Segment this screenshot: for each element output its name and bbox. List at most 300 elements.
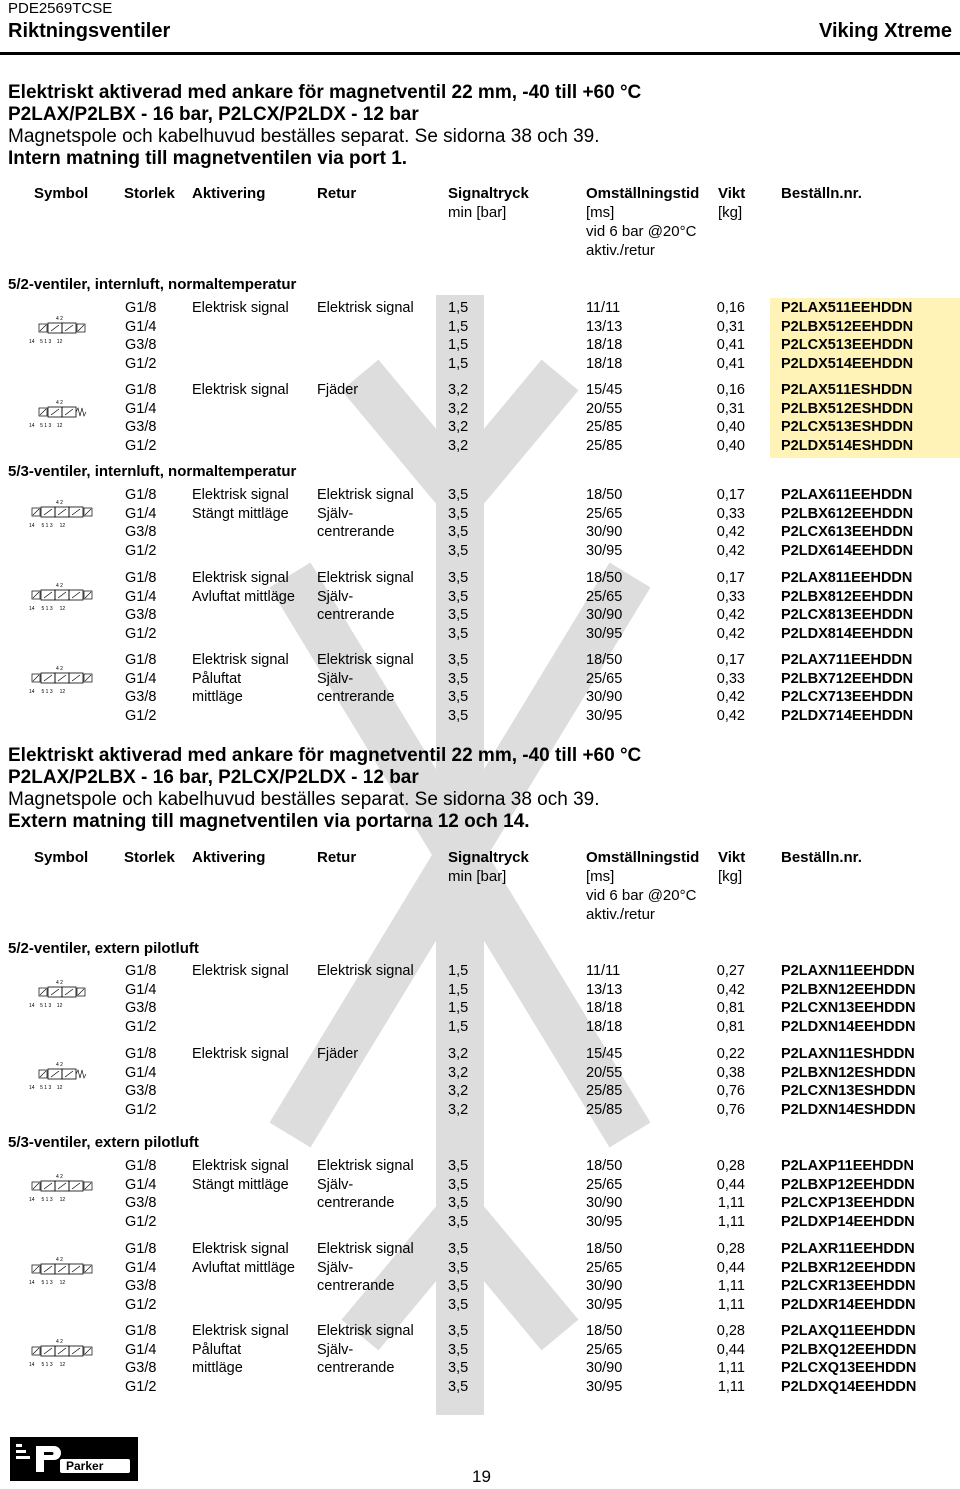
cell-switch: 25/85: [586, 1083, 623, 1100]
cell-switch: 25/65: [586, 1259, 623, 1276]
cell-size: G1/4: [125, 400, 157, 417]
cell-switch: 18/50: [586, 1323, 623, 1339]
cell-switch: 30/90: [586, 689, 623, 706]
cell-signal: 3,5: [448, 1259, 469, 1276]
table-row: [0, 542, 960, 560]
cell-signal: 3,5: [448, 524, 469, 541]
cell-switch: 25/65: [586, 1176, 623, 1193]
cell-order: P2LCX513ESHDDN: [781, 419, 914, 436]
table-row: [0, 688, 960, 706]
cell-size: G3/8: [125, 419, 157, 436]
document-code: PDE2569TCSE: [8, 0, 113, 17]
table-row: [0, 1064, 960, 1082]
table-row: [0, 1341, 960, 1359]
cell-switch: 30/90: [586, 1195, 623, 1212]
cell-signal: 1,5: [448, 981, 469, 998]
cell-order: P2LCXP13EEHDDN: [781, 1195, 915, 1212]
table-row: [0, 1194, 960, 1212]
col-weight: Vikt: [718, 185, 746, 202]
cell-signal: 3,5: [448, 542, 469, 559]
cell-switch: 30/95: [586, 542, 623, 559]
brand-name: Viking Xtreme: [818, 20, 952, 42]
cell-activation: Elektrisk signal: [192, 1158, 289, 1174]
cell-signal: 3,5: [448, 670, 469, 687]
table-row: [0, 670, 960, 688]
cell-size: G1/2: [125, 1018, 157, 1035]
cell-switch: 30/95: [586, 1378, 623, 1395]
cell-weight: 0,16: [716, 382, 745, 398]
cell-order: P2LDXQ14EEHDDN: [781, 1378, 917, 1395]
col-return: Retur: [317, 185, 357, 202]
col-order: Beställn.nr.: [781, 849, 862, 866]
cell-weight: 0,81: [716, 1018, 745, 1035]
cell-return: Själv-: [317, 1176, 354, 1193]
cell-size: G1/8: [125, 300, 157, 316]
col-activation: Aktivering: [192, 849, 266, 866]
cell-return: Själv-: [317, 505, 354, 522]
table-row: [0, 625, 960, 643]
cell-signal: 3,2: [448, 1046, 469, 1062]
cell-size: G1/4: [125, 1341, 157, 1358]
cell-signal: 3,5: [448, 1278, 469, 1295]
table-row: [0, 1322, 960, 1340]
cell-switch: 30/90: [586, 524, 623, 541]
cell-return: Själv-: [317, 1341, 354, 1358]
page-number: 19: [472, 1467, 491, 1486]
port-label-top: 4 2: [56, 1257, 63, 1263]
cell-return: Elektrisk signal: [317, 487, 414, 503]
col-switch-note: vid 6 bar @20°C: [586, 223, 697, 240]
col-switch-unit: [ms]: [586, 868, 615, 885]
valve-5-3-symbol-icon: [26, 663, 98, 697]
section1-group1: 5/2-ventiler, internluft, normaltemperatur: [8, 276, 297, 293]
port-label-bottom: 14 5 1 3 12: [29, 606, 66, 612]
cell-size: G3/8: [125, 1195, 157, 1212]
cell-size: G3/8: [125, 1000, 157, 1017]
col-switch-note: vid 6 bar @20°C: [586, 887, 697, 904]
cell-signal: 3,5: [448, 625, 469, 642]
section2-group2: 5/3-ventiler, extern pilotluft: [8, 1134, 199, 1151]
cell-return: Elektrisk signal: [317, 963, 414, 979]
cell-return: centrerande: [317, 1195, 395, 1212]
cell-weight: 0,28: [716, 1323, 745, 1339]
cell-size: G1/8: [125, 1158, 157, 1174]
col-size: Storlek: [124, 849, 175, 866]
cell-weight: 0,31: [716, 400, 745, 417]
cell-switch: 30/95: [586, 625, 623, 642]
port-label-bottom: 14 5 1 3 12: [29, 1085, 63, 1091]
table-row: [0, 318, 960, 336]
cell-weight: 0,42: [716, 707, 745, 724]
cell-weight: 1,11: [717, 1195, 745, 1212]
cell-order: P2LCX513EEHDDN: [781, 337, 914, 354]
cell-size: G1/8: [125, 570, 157, 586]
cell-order: P2LCX813EEHDDN: [781, 607, 914, 624]
table-row: [0, 1378, 960, 1396]
valve-5-3-symbol-icon: [26, 497, 98, 531]
cell-activation: Elektrisk signal: [192, 1241, 289, 1257]
col-activation: Aktivering: [192, 185, 266, 202]
section2-heading: [8, 745, 641, 833]
section1-line1: Elektriskt aktiverad med ankare för magnetventil 22 mm, -40 till +60 °C: [8, 82, 642, 103]
cell-switch: 11/11: [586, 300, 621, 316]
table-row: [0, 1240, 960, 1258]
table-row: [0, 523, 960, 541]
cell-switch: 25/85: [586, 419, 623, 436]
cell-weight: 0,44: [716, 1341, 745, 1358]
cell-return: Elektrisk signal: [317, 1323, 414, 1339]
cell-signal: 3,5: [448, 588, 469, 605]
cell-return: Själv-: [317, 588, 354, 605]
table-row: [0, 1045, 960, 1063]
cell-signal: 3,5: [448, 1213, 469, 1230]
col-weight-unit: [kg]: [718, 868, 743, 885]
table-row: [0, 505, 960, 523]
cell-activation: Elektrisk signal: [192, 1323, 289, 1339]
cell-signal: 3,5: [448, 607, 469, 624]
section2-group1: 5/2-ventiler, extern pilotluft: [8, 940, 199, 957]
cell-activation: Påluftat: [192, 1341, 242, 1358]
table-row: [0, 1082, 960, 1100]
cell-weight: 0,38: [716, 1064, 745, 1081]
cell-weight: 0,44: [716, 1176, 745, 1193]
cell-switch: 15/45: [586, 1046, 623, 1062]
section1-line4: Intern matning till magnetventilen via port 1.: [8, 148, 408, 169]
cell-switch: 15/45: [586, 382, 623, 398]
cell-size: G1/2: [125, 437, 157, 454]
cell-return: Själv-: [317, 1259, 354, 1276]
cell-switch: 18/50: [586, 1241, 623, 1257]
cell-size: G1/2: [125, 1101, 157, 1118]
cell-weight: 0,17: [716, 652, 745, 668]
port-label-top: 4 2: [56, 666, 63, 672]
cell-order: P2LDX814EEHDDN: [781, 625, 914, 642]
cell-size: G3/8: [125, 1083, 157, 1100]
cell-signal: 3,5: [448, 1378, 469, 1395]
cell-signal: 1,5: [448, 337, 469, 354]
cell-order: P2LBX812EEHDDN: [781, 588, 914, 605]
col-symbol: Symbol: [34, 849, 89, 866]
col-switch-note2: aktiv./retur: [586, 242, 655, 259]
cell-signal: 3,5: [448, 570, 469, 586]
cell-weight: 0,42: [716, 524, 745, 541]
cell-signal: 3,2: [448, 400, 469, 417]
cell-signal: 3,2: [448, 419, 469, 436]
port-label-bottom: 14 5 1 3 12: [29, 1197, 66, 1203]
table-row: [0, 999, 960, 1017]
col-signal: Signaltryck: [448, 849, 529, 866]
col-size: Storlek: [124, 185, 175, 202]
port-label-bottom: 14 5 1 3 12: [29, 423, 63, 429]
cell-return: Elektrisk signal: [317, 300, 414, 316]
cell-switch: 25/65: [586, 670, 623, 687]
cell-switch: 30/95: [586, 1296, 623, 1313]
cell-size: G1/4: [125, 318, 157, 335]
cell-order: P2LBXP12EEHDDN: [781, 1176, 915, 1193]
cell-signal: 3,5: [448, 1323, 469, 1339]
cell-order: P2LDXP14EEHDDN: [781, 1213, 915, 1230]
cell-weight: 0,42: [716, 981, 745, 998]
page-title: Riktningsventiler: [8, 20, 171, 42]
section1-heading: [8, 82, 641, 170]
cell-size: G3/8: [125, 607, 157, 624]
cell-signal: 3,5: [448, 1360, 469, 1377]
col-switch-unit: [ms]: [586, 204, 615, 221]
table-row: [0, 400, 960, 418]
cell-weight: 0,41: [716, 355, 745, 372]
cell-return: centrerande: [317, 1360, 395, 1377]
cell-activation: Stängt mittläge: [192, 505, 289, 522]
cell-weight: 0,42: [716, 542, 745, 559]
cell-size: G1/4: [125, 981, 157, 998]
cell-order: P2LDX714EEHDDN: [781, 707, 914, 724]
cell-return: centrerande: [317, 524, 395, 541]
port-label-top: 4 2: [56, 980, 63, 986]
cell-order: P2LAX511ESHDDN: [781, 382, 913, 398]
cell-order: P2LBX512ESHDDN: [781, 400, 914, 417]
cell-signal: 3,5: [448, 707, 469, 724]
cell-return: centrerande: [317, 1278, 395, 1295]
cell-weight: 1,11: [717, 1296, 745, 1313]
table-row: [0, 1101, 960, 1119]
cell-return: Fjäder: [317, 382, 359, 398]
cell-activation: Elektrisk signal: [192, 1046, 289, 1062]
cell-switch: 18/50: [586, 1158, 623, 1174]
cell-order: P2LBX712EEHDDN: [781, 670, 914, 687]
cell-switch: 11/11: [586, 963, 621, 979]
cell-signal: 3,5: [448, 1296, 469, 1313]
table-row: [0, 486, 960, 504]
cell-weight: 0,41: [716, 337, 745, 354]
cell-switch: 20/55: [586, 400, 623, 417]
table-row: [0, 569, 960, 587]
section1-group2: 5/3-ventiler, internluft, normaltemperatur: [8, 463, 297, 480]
section2-line2: P2LAX/P2LBX - 16 bar, P2LCX/P2LDX - 12 bar: [8, 767, 419, 788]
cell-switch: 30/90: [586, 607, 623, 624]
cell-activation: Stängt mittläge: [192, 1176, 289, 1193]
cell-signal: 3,5: [448, 1176, 469, 1193]
port-label-bottom: 14 5 1 3 12: [29, 523, 66, 529]
cell-order: P2LBXR12EEHDDN: [781, 1259, 916, 1276]
port-label-top: 4 2: [56, 1339, 63, 1345]
section1-line2: P2LAX/P2LBX - 16 bar, P2LCX/P2LDX - 12 bar: [8, 104, 419, 125]
cell-order: P2LCXR13EEHDDN: [781, 1278, 916, 1295]
table-row: [0, 981, 960, 999]
cell-order: P2LAX811EEHDDN: [781, 570, 913, 586]
table-row: [0, 381, 960, 399]
cell-activation: mittläge: [192, 689, 243, 706]
table-row: [0, 962, 960, 980]
cell-weight: 0,33: [716, 670, 745, 687]
col-weight-unit: [kg]: [718, 204, 743, 221]
valve-5-3-symbol-icon: [26, 1171, 98, 1205]
cell-order: P2LAXN11ESHDDN: [781, 1046, 915, 1062]
cell-switch: 20/55: [586, 1064, 623, 1081]
cell-return: centrerande: [317, 689, 395, 706]
cell-signal: 3,5: [448, 1158, 469, 1174]
cell-size: G1/8: [125, 1241, 157, 1257]
section2-line4: Extern matning till magnetventilen via portarna 12 och 14.: [8, 811, 530, 832]
cell-weight: 0,42: [716, 689, 745, 706]
port-label-top: 4 2: [56, 1174, 63, 1180]
cell-activation: Elektrisk signal: [192, 300, 289, 316]
cell-switch: 25/85: [586, 437, 623, 454]
cell-order: P2LAXN11EEHDDN: [781, 963, 915, 979]
port-label-top: 4 2: [56, 400, 63, 406]
cell-signal: 3,5: [448, 689, 469, 706]
cell-size: G3/8: [125, 689, 157, 706]
cell-size: G1/2: [125, 542, 157, 559]
cell-size: G1/2: [125, 1378, 157, 1395]
cell-order: P2LCXN13EEHDDN: [781, 1000, 916, 1017]
col-return: Retur: [317, 849, 357, 866]
cell-size: G3/8: [125, 524, 157, 541]
cell-weight: 0,44: [716, 1259, 745, 1276]
cell-signal: 3,2: [448, 1064, 469, 1081]
cell-weight: 1,11: [717, 1360, 745, 1377]
cell-weight: 1,11: [717, 1278, 745, 1295]
cell-size: G1/4: [125, 1176, 157, 1193]
col-signal-unit: min [bar]: [448, 204, 507, 221]
cell-signal: 3,2: [448, 382, 469, 398]
col-signal-unit: min [bar]: [448, 868, 507, 885]
cell-switch: 18/50: [586, 487, 623, 503]
cell-weight: 1,11: [717, 1378, 745, 1395]
cell-weight: 0,40: [716, 419, 745, 436]
cell-signal: 3,2: [448, 1083, 469, 1100]
cell-order: P2LAX711EEHDDN: [781, 652, 913, 668]
col-weight: Vikt: [718, 849, 746, 866]
cell-switch: 30/95: [586, 1213, 623, 1230]
cell-switch: 30/90: [586, 1360, 623, 1377]
port-label-top: 4 2: [56, 500, 63, 506]
table-row: [0, 1259, 960, 1277]
parker-logo: [10, 1437, 138, 1481]
cell-switch: 25/65: [586, 505, 623, 522]
cell-size: G1/8: [125, 652, 157, 668]
cell-size: G1/8: [125, 1046, 157, 1062]
cell-size: G1/8: [125, 963, 157, 979]
cell-size: G1/4: [125, 505, 157, 522]
cell-signal: 3,5: [448, 487, 469, 503]
cell-weight: 0,76: [716, 1083, 745, 1100]
table-row: [0, 1277, 960, 1295]
logo-text: Parker: [66, 1459, 104, 1473]
cell-order: P2LAX611EEHDDN: [781, 487, 913, 503]
cell-size: G1/4: [125, 1064, 157, 1081]
cell-switch: 30/95: [586, 707, 623, 724]
cell-switch: 13/13: [586, 318, 623, 335]
cell-switch: 18/18: [586, 1018, 623, 1035]
table-row: [0, 1359, 960, 1377]
table-row: [0, 1018, 960, 1036]
cell-order: P2LCXN13ESHDDN: [781, 1083, 916, 1100]
cell-weight: 0,16: [716, 300, 745, 316]
cell-order: P2LCX613EEHDDN: [781, 524, 914, 541]
cell-signal: 3,5: [448, 1241, 469, 1257]
cell-activation: Elektrisk signal: [192, 382, 289, 398]
cell-switch: 25/65: [586, 1341, 623, 1358]
valve-5-2-symbol-icon: [26, 313, 98, 347]
table-row: [0, 1157, 960, 1175]
cell-size: G1/2: [125, 625, 157, 642]
cell-weight: 0,17: [716, 487, 745, 503]
port-label-bottom: 14 5 1 3 12: [29, 689, 66, 695]
cell-activation: Avluftat mittläge: [192, 588, 295, 605]
cell-signal: 3,5: [448, 505, 469, 522]
cell-activation: mittläge: [192, 1360, 243, 1377]
table-row: [0, 418, 960, 436]
col-switch: Omställningstid: [586, 849, 700, 866]
cell-size: G1/4: [125, 670, 157, 687]
cell-order: P2LBX612EEHDDN: [781, 505, 914, 522]
cell-switch: 18/18: [586, 337, 623, 354]
cell-signal: 3,2: [448, 1101, 469, 1118]
cell-switch: 18/18: [586, 355, 623, 372]
cell-activation: Elektrisk signal: [192, 570, 289, 586]
cell-signal: 3,5: [448, 1195, 469, 1212]
cell-signal: 1,5: [448, 318, 469, 335]
cell-size: G3/8: [125, 337, 157, 354]
cell-weight: 0,33: [716, 505, 745, 522]
port-label-bottom: 14 5 1 3 12: [29, 1362, 66, 1368]
cell-order: P2LDXN14ESHDDN: [781, 1101, 916, 1118]
col-order: Beställn.nr.: [781, 185, 862, 202]
table-row: [0, 437, 960, 455]
cell-return: Elektrisk signal: [317, 1241, 414, 1257]
cell-order: P2LDX514ESHDDN: [781, 437, 914, 454]
valve-5-3-symbol-icon: [26, 580, 98, 614]
cell-switch: 30/90: [586, 1278, 623, 1295]
section1-line3: Magnetspole och kabelhuvud beställes separat. Se sidorna 38 och 39.: [8, 126, 600, 147]
table-row: [0, 588, 960, 606]
cell-size: G1/4: [125, 1259, 157, 1276]
cell-order: P2LAXP11EEHDDN: [781, 1158, 914, 1174]
port-label-bottom: 14 5 1 3 12: [29, 1003, 63, 1009]
cell-size: G3/8: [125, 1360, 157, 1377]
cell-weight: 0,28: [716, 1158, 745, 1174]
cell-signal: 3,2: [448, 437, 469, 454]
cell-order: P2LCX713EEHDDN: [781, 689, 914, 706]
cell-weight: 0,76: [716, 1101, 745, 1118]
cell-size: G1/2: [125, 355, 157, 372]
cell-weight: 0,28: [716, 1241, 745, 1257]
cell-return: Elektrisk signal: [317, 570, 414, 586]
cell-return: Elektrisk signal: [317, 1158, 414, 1174]
table-row: [0, 651, 960, 669]
valve-5-2-symbol-icon: [26, 977, 98, 1011]
cell-order: P2LAXR11EEHDDN: [781, 1241, 915, 1257]
cell-weight: 0,81: [716, 1000, 745, 1017]
table-row: [0, 1213, 960, 1231]
cell-order: P2LBXQ12EEHDDN: [781, 1341, 917, 1358]
cell-activation: Påluftat: [192, 670, 242, 687]
table-row: [0, 299, 960, 317]
header-rule: [0, 52, 960, 55]
cell-size: G3/8: [125, 1278, 157, 1295]
cell-size: G1/2: [125, 1213, 157, 1230]
cell-size: G1/4: [125, 588, 157, 605]
cell-size: G1/2: [125, 707, 157, 724]
cell-order: P2LBXN12EEHDDN: [781, 981, 916, 998]
cell-weight: 0,31: [716, 318, 745, 335]
cell-weight: 0,22: [716, 1046, 745, 1062]
cell-activation: Elektrisk signal: [192, 652, 289, 668]
cell-order: P2LDXR14EEHDDN: [781, 1296, 916, 1313]
col-symbol: Symbol: [34, 185, 89, 202]
cell-activation: Avluftat mittläge: [192, 1259, 295, 1276]
cell-weight: 0,42: [716, 625, 745, 642]
